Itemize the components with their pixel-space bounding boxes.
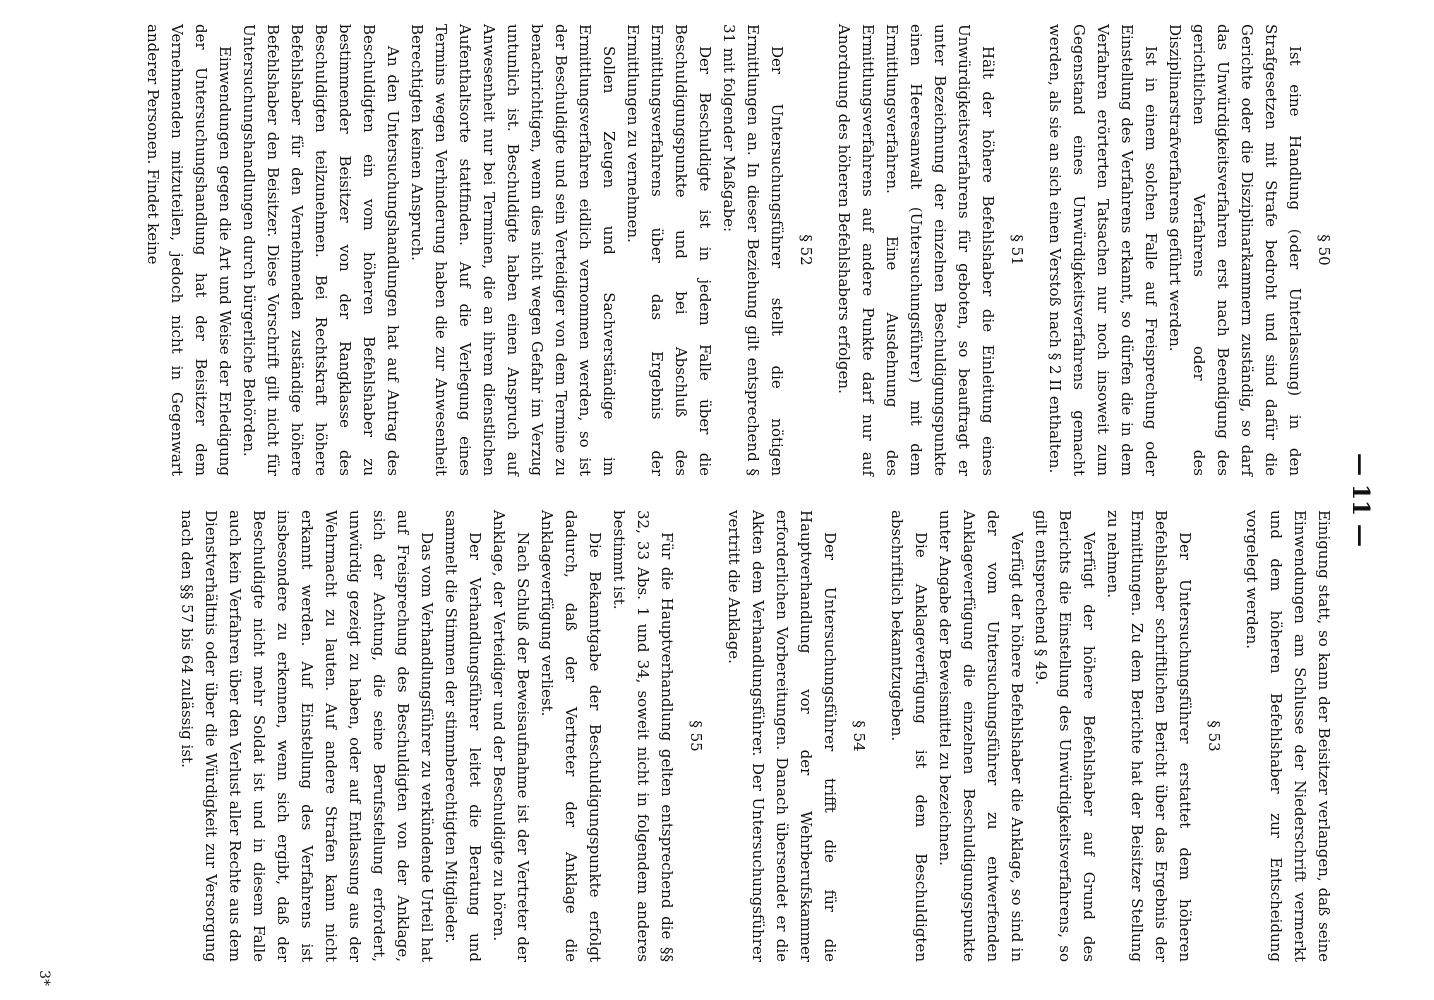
paragraph: Verfügt der höhere Befehlshaber auf Grund des Berichts die Einstellung des Unwürdigkeitsverfahrens, so gilt entsprechend § 49.	[1032, 510, 1098, 962]
section-heading: § 53	[1205, 720, 1223, 752]
paragraph: Verfügt der höhere Befehlshaber die Anklage, so sind in der vom Untersuchungsführer zu entwerfenden Anklageverfügung die einzelnen Beschuldigungspunkte unter Angabe der Beweismittel zu bezeichnen.	[936, 510, 1026, 962]
paragraph: Das vom Verhandlungsführer zu verkündende Urteil hat auf Freisprechung des Beschuldigten von der Anklage, sich der Achtung, die seine Berufsstellung erfordert, unwürdig gezeigt zu haben, oder auf Entlassung aus der Wehrmacht zu lauten. Auf andere Strafen kann nicht erkannt werden. Auf Einstellung des Verfahrens ist insbesondere zu erkennen, wenn sich ergibt, daß der Beschuldigte nicht mehr Soldat ist und in diesem Falle auch kein Verfahren über den Verlust aller Rechte aus dem Dienstverhältnis oder über die Würdigkeit zur Versorgung nach den §§ 57 bis 64 zulässig ist.	[178, 510, 436, 962]
paragraph: Für die Hauptverhandlung gelten entsprechend die §§ 32, 33 Abs. 1 und 34, soweit nicht in folgendem anderes bestimmt ist.	[610, 510, 676, 962]
section-heading: § 52	[797, 234, 815, 266]
paragraph: Die Anklageverfügung ist dem Beschuldigten abschriftlich bekanntzugeben.	[888, 510, 930, 962]
paragraph: An den Untersuchungshandlungen hat auf Antrag des Beschuldigten ein vom höheren Befehlshaber zu bestimmender Beisitzer von der Rangklasse des Beschuldigten teilzunehmen. Bei Rechtskraft höhere Befehlshaber für den Vernehmenden zuständige höhere Befehlshaber den Beisitzer. Diese Vorschrift gilt nicht für Untersuchungshandlungen durch bürgerliche Behörden.	[240, 24, 402, 476]
paragraph: Der Untersuchungsführer trifft die für die Hauptverhandlung vor der Wehrberufskammer erforderlichen Vorbereitungen. Danach übersendet er die Akten dem Verhandlungsführer. Der Untersuchungsführer vertritt die Anklage.	[725, 510, 839, 962]
paragraph: Der Verhandlungsführer leitet die Beratung und sammelt die Stimmen der stimmberechtigten Mitglieder.	[442, 510, 484, 962]
paragraph: Der Untersuchungsführer erstattet dem höheren Befehlshaber schriftlichen Bericht über das Ergebnis der Ermittlungen. Zu dem Berichte hat der Beisitzer Stellung zu nehmen.	[1104, 510, 1194, 962]
section-heading: § 51	[1008, 234, 1026, 266]
left-column	[141, 24, 1336, 476]
section-heading: § 54	[850, 720, 868, 752]
section-heading: § 55	[687, 720, 705, 752]
paragraph: Ist in einem solchen Falle auf Freisprechung oder Einstellung des Verfahrens erkannt, so dürfen die in dem Verfahren erörterten Tatsachen nur noch insoweit zum Gegenstand eines Unwürdigkeitsverfahrens gemacht werden, als sie an sich einen Verstoß nach § 2 II enthalten.	[1046, 24, 1160, 476]
section-heading: § 50	[1315, 234, 1333, 266]
paragraph: Einwendungen gegen die Art und Weise der Erledigung der Untersuchungshandlung hat der Beisitzer dem Vernehmenden mitzuteilen, jedoch nicht in Gegenwart anderer Personen. Findet keine	[144, 24, 234, 476]
page-number: — 11 —	[1347, 452, 1374, 548]
paragraph: Nach Schluß der Beweisaufnahme ist der Vertreter der Anklage, der Verteidiger und der Beschuldigte zu hören.	[490, 510, 532, 962]
paragraph: Hält der höhere Befehlshaber die Einleitung eines Unwürdigkeitsverfahrens für geboten, so beauftragt er unter Bezeichnung der einzelnen Beschuldigungspunkte einen Heeresanwalt (Untersuchungsführer) mit dem Ermittlungsverfahren. Eine Ausdehnung des Ermittlungsverfahrens auf andere Punkte darf nur auf Anordnung des höheren Befehlshabers erfolgen.	[835, 24, 997, 476]
paragraph: Sollen Zeugen und Sachverständige im Ermittlungsverfahren eidlich vernommen werden, so ist der Beschuldigte und sein Verteidiger von dem Termine zu benachrichtigen, wenn dies nicht wegen Gefahr im Verzug untunlich ist. Beschuldigte haben einen Anspruch auf Anwesenheit nur bei Terminen, die an ihrem dienstlichen Aufenthaltsorte stattfinden. Auf die Verlegung eines Termins wegen Verhinderung haben die zur Anwesenheit Berechtigten keinen Anspruch.	[408, 24, 618, 476]
right-column	[175, 510, 1336, 962]
paragraph: Der Untersuchungsführer stellt die nötigen Ermittlungen an. In dieser Beziehung gilt entsprechend § 31 mit folgender Maßgabe:	[720, 24, 786, 476]
paragraph: Einigung statt, so kann der Beisitzer verlangen, daß seine Einwendungen am Schlusse der Niederschrift vermerkt und dem höheren Befehlshaber zur Entscheidung vorgelegt werden.	[1243, 510, 1333, 962]
paragraph: Der Beschuldigte ist in jedem Falle über die Beschuldigungspunkte und bei Abschluß des Ermittlungsverfahrens über das Ergebnis der Ermittlungen zu vernehmen.	[624, 24, 714, 476]
sheet-signature: 3*	[36, 970, 52, 986]
paragraph: Ist eine Handlung (oder Unterlassung) in den Strafgesetzen mit Strafe bedroht und sind dafür die Gerichte oder die Disziplinarkammern zuständig, so darf das Unwürdigkeitsverfahren erst nach Beendigung des gerichtlichen Verfahrens oder des Disziplinarstrafverfahrens geführt werden.	[1166, 24, 1304, 476]
paragraph: Die Bekanntgabe der Beschuldigungspunkte erfolgt dadurch, daß der Vertreter der Anklage die Anklageverfügung verliest.	[538, 510, 604, 962]
